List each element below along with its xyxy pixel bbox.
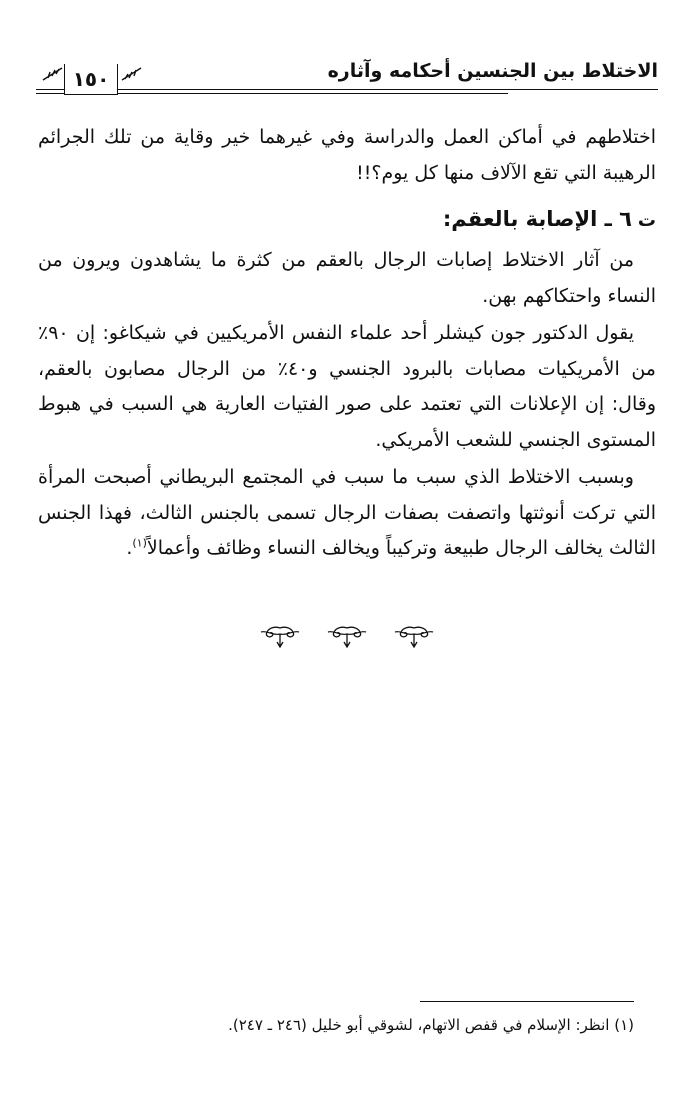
floral-ornament-icon xyxy=(324,624,370,650)
footnote-number: (١) xyxy=(614,1016,634,1034)
paragraph-kishler-quote: يقول الدكتور جون كيشلر أحد علماء النفس الأمريكيين في شيكاغو: إن ٩٠٪ من الأمريكيات مصابات بالبرود الجنسي و٤٠٪ من الرجال مصابون بالعقم، وقال: إن الإعلانات التي تعتمد على صور الفتيات العارية هي السبب في هبوط المستوى الجنسي للشعب الأمريكي. xyxy=(38,322,656,451)
page-number: ١٥٠ xyxy=(72,67,110,91)
section-end-ornament xyxy=(0,624,694,654)
footnote xyxy=(34,1014,634,1036)
paragraph-continuation: اختلاطهم في أماكن العمل والدراسة وفي غيرهما خير وقاية من تلك الجرائم الرهيبة التي تقع الآلاف منها كل يوم؟!! xyxy=(38,126,656,184)
page-content xyxy=(38,120,656,567)
page-number-box xyxy=(64,64,118,95)
header-rule xyxy=(36,89,658,90)
footnote-text: انظر: الإسلام في قفص الاتهام، لشوقي أبو خليل (٢٤٦ ـ ٢٤٧). xyxy=(228,1016,610,1034)
floral-ornament-icon xyxy=(257,624,303,650)
running-header-title: الاختلاط بين الجنسين أحكامه وآثاره xyxy=(327,60,658,82)
section-heading xyxy=(38,199,656,241)
floral-ornament-icon xyxy=(391,624,437,650)
paragraph-infertility-intro: من آثار الاختلاط إصابات الرجال بالعقم من كثرة ما يشاهدون ويرون من النساء واحتكاكهم بهن. xyxy=(38,249,656,307)
footnote-rule xyxy=(420,1001,634,1002)
section-heading-text: ٦ ـ الإصابة بالعقم: xyxy=(442,207,632,231)
heading-bullet: ت xyxy=(637,210,656,231)
footnote-marker: (١) xyxy=(132,536,147,550)
paragraph-third-sex-end: . xyxy=(126,537,133,559)
paragraph-third-sex xyxy=(38,460,656,567)
header-ornament-left-icon xyxy=(42,66,64,85)
paragraph-third-sex-text: وبسبب الاختلاط الذي سبب ما سبب في المجتمع البريطاني أصبحت المرأة التي تركت أنوثتها واتصفت بصفات الرجال تسمى بالجنس الثالث، فهذا الجنس الثالث يخالف الرجال طبيعة وتركيباً ويخالف النساء وظائف وأعمالاً xyxy=(38,466,656,559)
running-header xyxy=(36,58,658,98)
header-ornament-right-icon xyxy=(120,66,142,85)
